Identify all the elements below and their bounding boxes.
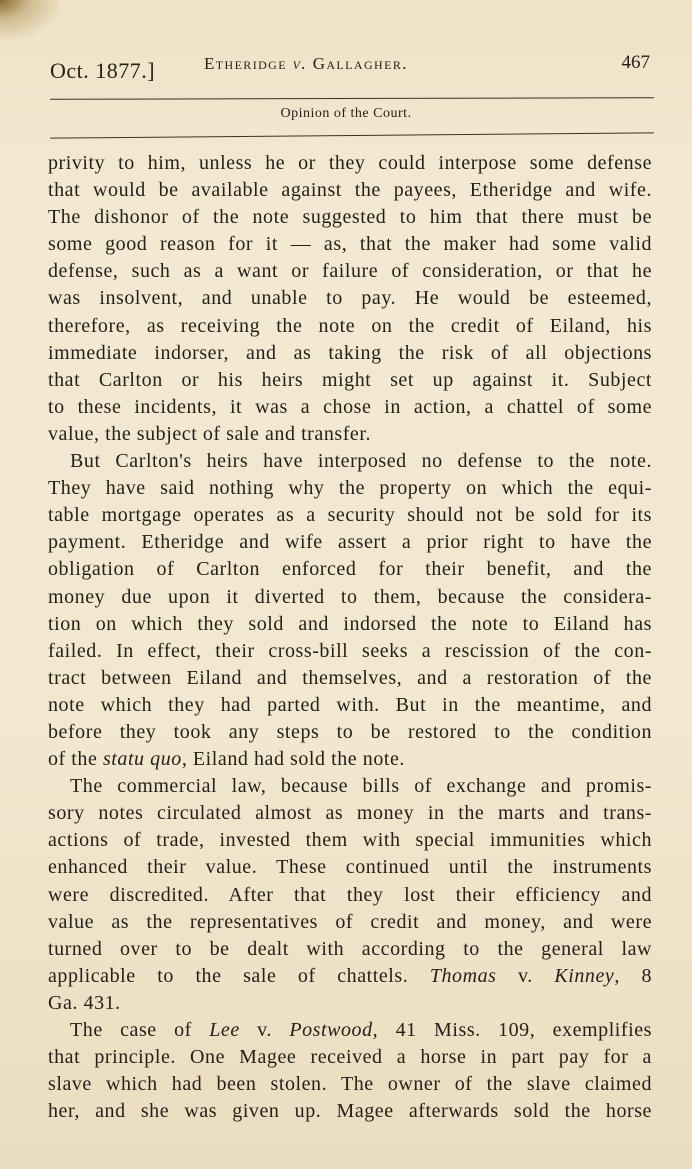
text-line: tract between Eiland and themselves, and a restoration of the: [48, 666, 652, 689]
text-line: table mortgage operates as a security should not be sold for its: [48, 504, 652, 527]
text-line-citation: [48, 1017, 652, 1044]
case-name-party: Thomas: [429, 964, 497, 987]
text-line: The dishonor of the note suggested to him that there must be: [48, 206, 652, 229]
paragraph-1: [48, 150, 652, 448]
case-party-second: Gallagher.: [312, 54, 408, 73]
text-line: defense, such as a want or failure of consideration, or that he: [48, 260, 652, 283]
section-heading: Opinion of the Court.: [280, 106, 412, 121]
text-run: v.: [239, 1019, 290, 1041]
running-header-case-title: [204, 54, 408, 74]
text-line: privity to him, unless he or they could interpose some defense: [48, 152, 652, 174]
text-line: actions of trade, invested them with special immunities which: [48, 829, 652, 852]
text-line: They have said nothing why the property on which the equi-: [48, 477, 652, 500]
text-line: obligation of Carlton enforced for their benefit, and the: [48, 558, 652, 581]
text-run: applicable to the sale of chattels.: [48, 964, 430, 987]
text-run: The case of: [70, 1019, 210, 1041]
text-line: that principle. One Magee received a horse in part pay for a: [48, 1046, 652, 1069]
text-line: sory notes circulated almost as money in the marts and trans-: [48, 802, 652, 825]
case-name-party: Kinney: [554, 964, 615, 987]
case-name-party: Postwood: [289, 1019, 373, 1041]
text-line: But Carlton's heirs have interposed no defense to the note.: [70, 450, 652, 473]
text-line: [48, 746, 652, 773]
text-line: value, the subject of sale and transfer.: [48, 422, 371, 445]
text-line: before they took any steps to be restored to the condition: [48, 720, 652, 743]
text-line: turned over to be dealt with according to the general law: [48, 937, 652, 960]
text-line: immediate indorser, and as taking the risk of all objections: [48, 341, 652, 364]
case-name-party: Lee: [209, 1019, 240, 1041]
running-header: [48, 50, 654, 84]
text-run: v.: [496, 964, 555, 987]
running-header-date: Oct. 1877.]: [50, 58, 156, 83]
case-versus: v.: [292, 54, 308, 73]
text-line: payment. Etheridge and wife assert a prior right to have the: [48, 531, 652, 554]
page-stain: [0, 0, 60, 40]
text-line: that Carlton or his heirs might set up against it. Subject: [48, 368, 652, 391]
text-run: of the: [48, 748, 103, 771]
text-run: , 8: [614, 964, 652, 987]
text-line: were discredited. After that they lost their efficiency and: [48, 883, 652, 906]
text-line: her, and she was given up. Magee afterwards sold the horse: [48, 1100, 652, 1123]
text-run: , 41 Miss. 109, exemplifies: [372, 1019, 652, 1041]
text-line: tion on which they sold and indorsed the note to Eiland has: [48, 612, 652, 635]
text-line: value as the representatives of credit and money, and were: [48, 910, 652, 933]
text-line: therefore, as receiving the note on the credit of Eiland, his: [48, 314, 652, 337]
case-party-first: Etheridge: [204, 54, 287, 73]
text-line: slave which had been stolen. The owner of the slave claimed: [48, 1073, 652, 1096]
text-line: was insolvent, and unable to pay. He would be esteemed,: [48, 287, 652, 310]
latin-phrase: statu quo: [102, 748, 182, 771]
text-line: money due upon it diverted to them, because the considera-: [48, 585, 652, 608]
paragraph-3: [48, 773, 652, 1017]
text-line: enhanced their value. These continued until the instruments: [48, 856, 652, 879]
paragraph-2: [48, 448, 652, 773]
header-rule: [50, 97, 654, 100]
opinion-text: [48, 150, 652, 1125]
text-line: Ga. 431.: [48, 991, 121, 1014]
page-number: 467: [621, 52, 650, 73]
text-line: failed. In effect, their cross-bill seeks a rescission of the con-: [48, 639, 652, 662]
text-run: , Eiland had sold the note.: [181, 748, 405, 771]
text-line: The commercial law, because bills of exchange and promis-: [70, 775, 652, 798]
text-line: some good reason for it — as, that the maker had some valid: [48, 233, 652, 256]
text-line: that would be available against the payees, Etheridge and wife.: [48, 179, 652, 202]
text-line: note which they had parted with. But in the meantime, and: [48, 693, 652, 716]
paragraph-4: [48, 1017, 652, 1125]
text-line: to these incidents, it was a chose in action, a chattel of some: [48, 395, 652, 418]
text-line-citation: [48, 963, 652, 990]
section-rule: [50, 132, 654, 138]
